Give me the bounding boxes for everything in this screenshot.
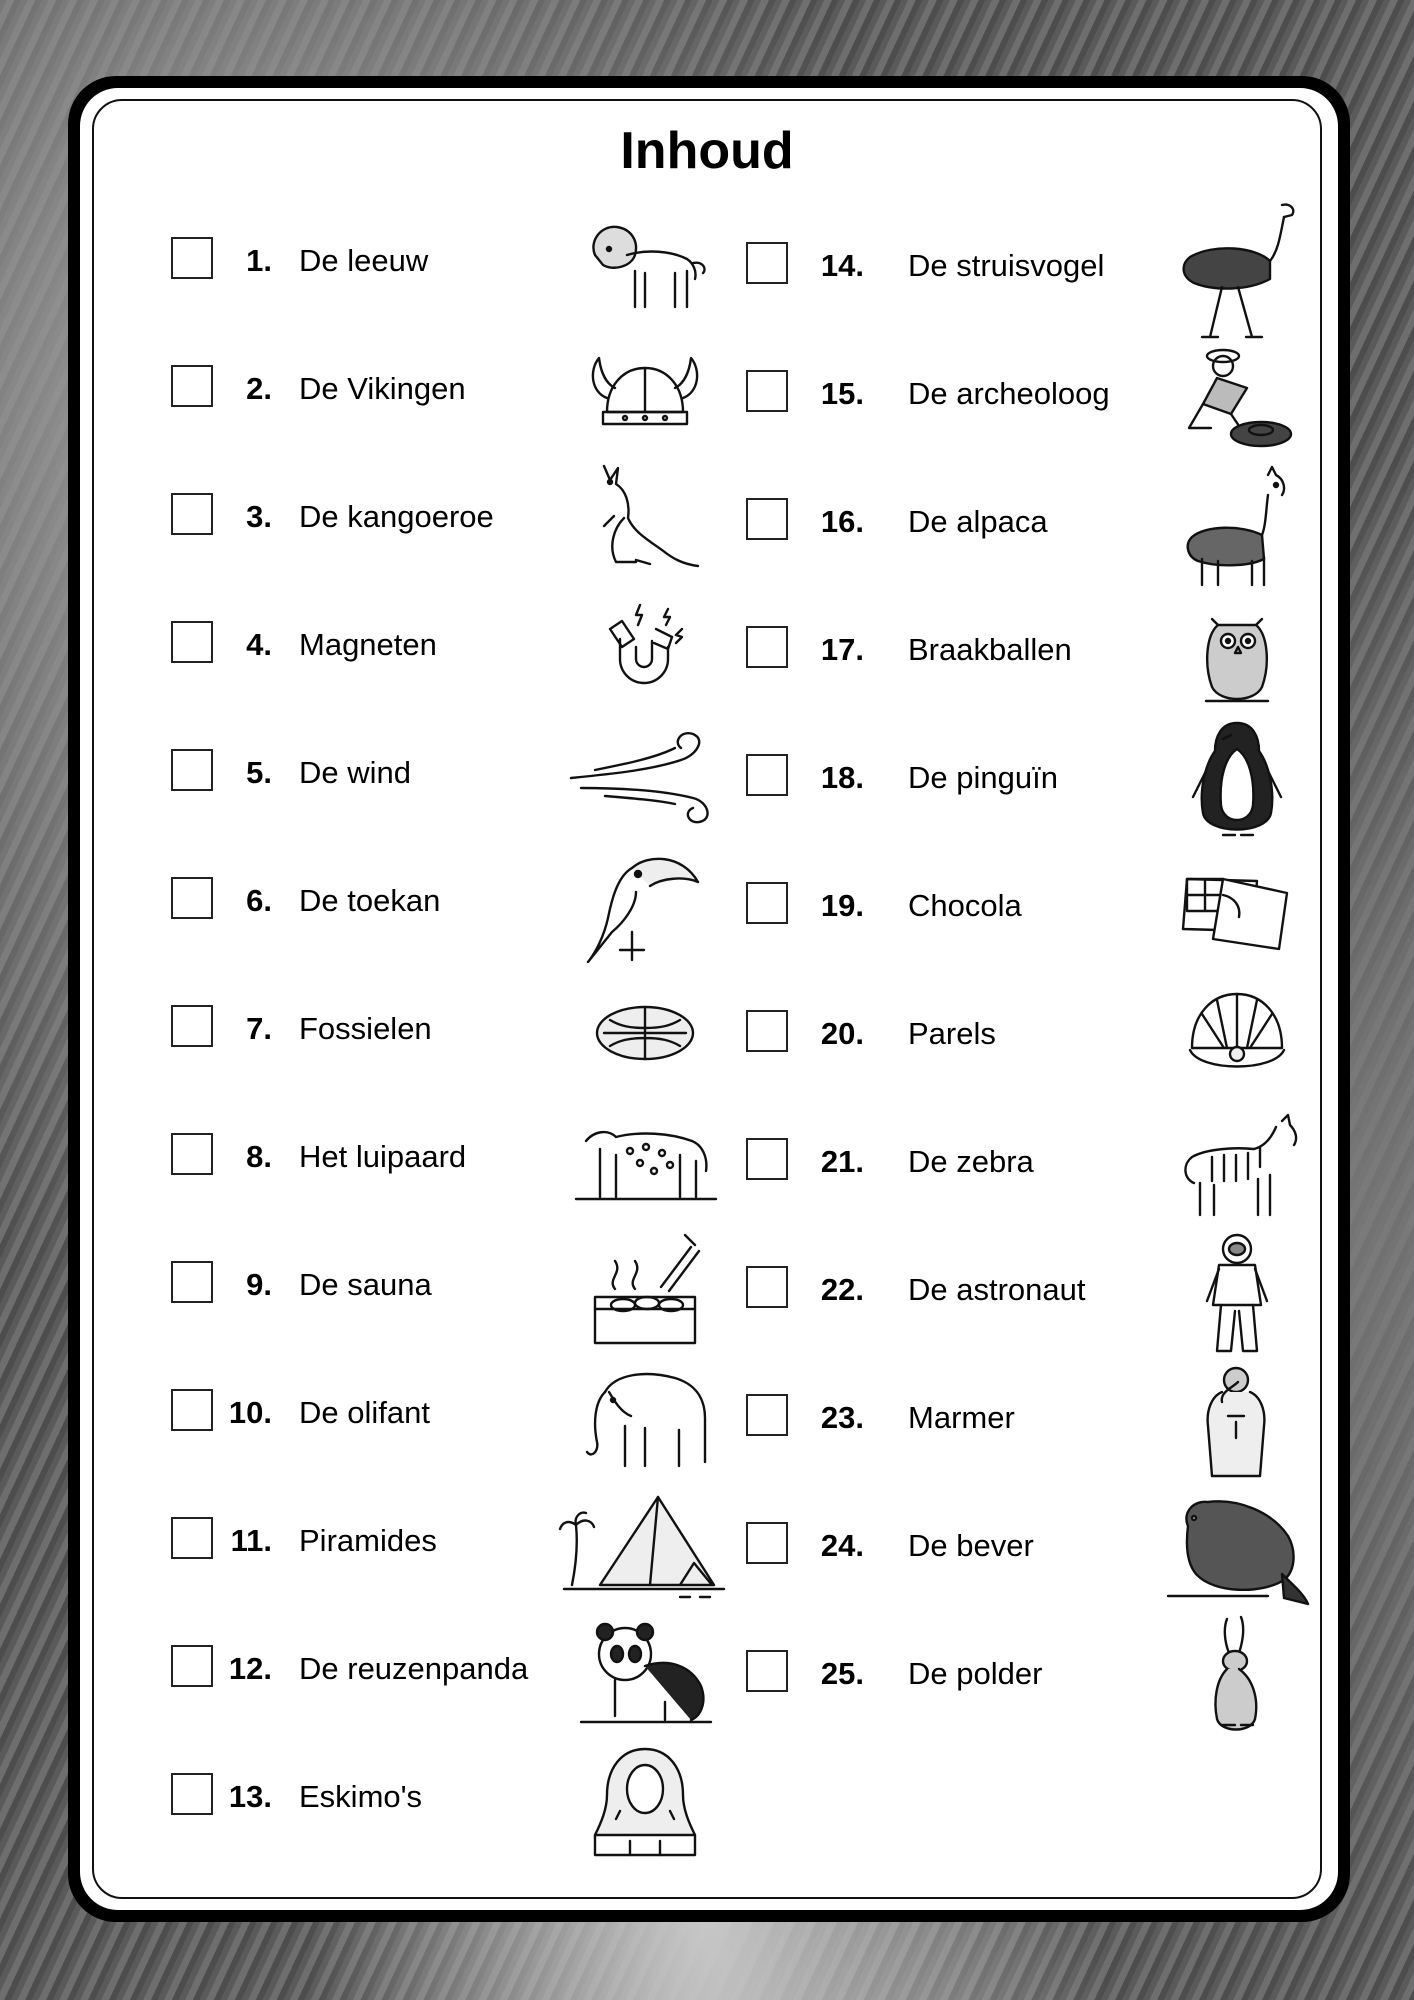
item-checkbox[interactable] [746,1522,788,1564]
item-number: 15. [820,376,864,411]
item-number: 14. [820,248,864,283]
item-label: De pinguïn [908,760,1058,795]
item-number: 12. [228,1651,272,1686]
item-number: 4. [246,627,272,662]
item-label: De zebra [908,1144,1034,1179]
item-number: 19. [820,888,864,923]
item-number: 17. [820,632,864,667]
item-label: De archeoloog [908,376,1110,411]
item-label: De sauna [299,1267,432,1302]
item-number: 16. [820,504,864,539]
item-checkbox[interactable] [746,1266,788,1308]
item-number: 6. [246,883,272,918]
item-label: Fossielen [299,1011,432,1046]
item-label: Eskimo's [299,1779,423,1814]
item-label: De alpaca [908,504,1048,539]
hare-icon [1157,1618,1317,1738]
item-checkbox[interactable] [746,626,788,668]
item-label: Marmer [908,1400,1015,1435]
astronaut-icon [1157,1234,1317,1354]
item-label: De astronaut [908,1272,1086,1307]
item-number: 3. [246,499,272,534]
owl-icon [1157,594,1317,714]
item-number: 5. [246,755,272,790]
item-checkbox[interactable] [746,1394,788,1436]
contents-item [0,1773,1414,1901]
page-title: Inhoud [620,122,794,180]
alpaca-icon [1157,466,1317,586]
item-checkbox[interactable] [746,242,788,284]
item-label: De wind [299,755,411,790]
ostrich-icon [1157,210,1317,330]
item-label: De struisvogel [908,248,1105,283]
item-label: De olifant [299,1395,430,1430]
item-checkbox[interactable] [746,882,788,924]
item-label: De reuzenpanda [299,1651,529,1686]
item-label: De toekan [299,883,441,918]
contents-item [0,1650,1414,1778]
item-number: 8. [246,1139,272,1174]
item-checkbox[interactable] [746,1650,788,1692]
item-label: De leeuw [299,243,429,278]
item-label: De kangoeroe [299,499,494,534]
item-checkbox[interactable] [746,754,788,796]
item-number: 13. [228,1779,272,1814]
item-number: 7. [246,1011,272,1046]
item-label: Parels [908,1016,996,1051]
item-checkbox[interactable] [746,498,788,540]
item-number: 24. [820,1528,864,1563]
item-number: 18. [820,760,864,795]
item-label: De polder [908,1656,1043,1691]
item-number: 21. [820,1144,864,1179]
item-number: 11. [230,1523,272,1558]
item-label: De Vikingen [299,371,466,406]
item-checkbox[interactable] [746,370,788,412]
item-number: 1. [246,243,272,278]
item-number: 10. [228,1395,272,1430]
archaeologist-icon [1157,338,1317,458]
item-label: Braakballen [908,632,1072,667]
item-label: Magneten [299,627,437,662]
item-checkbox[interactable] [746,1010,788,1052]
item-label: De bever [908,1528,1034,1563]
item-number: 9. [246,1267,272,1302]
item-label: Piramides [299,1523,437,1558]
item-checkbox[interactable] [746,1138,788,1180]
item-number: 22. [820,1272,864,1307]
item-number: 2. [246,371,272,406]
zebra-icon [1157,1106,1317,1226]
item-number: 23. [820,1400,864,1435]
chocolate-bar-icon [1157,850,1317,970]
beaver-icon [1157,1490,1317,1610]
marble-statue-icon [1157,1362,1317,1482]
item-label: Het luipaard [299,1139,467,1174]
item-number: 25. [820,1656,864,1691]
item-number: 20. [820,1016,864,1051]
pearl-shell-icon [1157,978,1317,1098]
penguin-icon [1157,722,1317,842]
item-label: Chocola [908,888,1022,923]
